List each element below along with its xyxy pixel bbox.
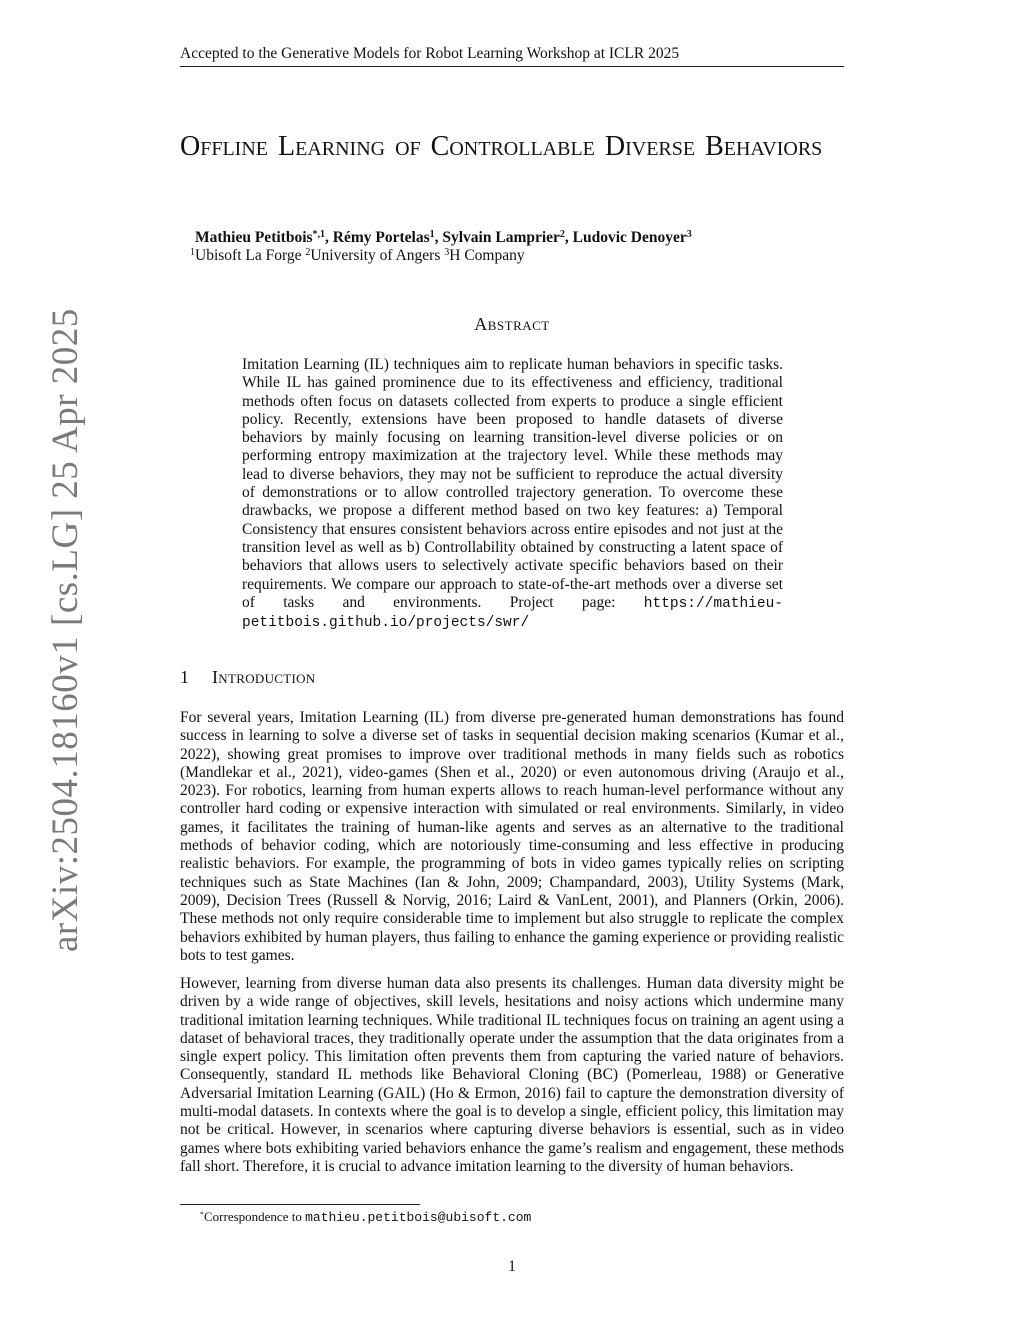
section-title: Introduction (212, 667, 316, 687)
abstract-text: Imitation Learning (IL) techniques aim to replicate human behaviors in specific tasks. While IL has gained prominence due to its effectiveness and efficiency, traditional methods often focus on datasets collected from experts to produce a single efficient policy. Recently, extensions have been proposed to handle datasets of diverse behaviors by mainly focusing on learning transition-level diverse policies or on performing entropy maximization at the trajectory level. While these methods may lead to diverse behaviors, they may not be sufficient to reproduce the actual diversity of demonstrations or to allow controlled trajectory generation. To overcome these drawbacks, we propose a different method based on two key features: a) Temporal Consistency that ensures consistent behaviors across entire episodes and not just at the transition level as well as b) Controllability obtained by constructing a latent space of behaviors that allows users to selectively activate specific behaviors based on their requirements. We compare our approach to state-of-the-art methods over a diverse set of tasks and environments. Project page: https://mathieu-petitbois.github.io/projects/swr/ (242, 356, 783, 632)
footnote: *Correspondence to mathieu.petitbois@ubisoft.com (200, 1209, 532, 1225)
affiliation: $^3$H Company (444, 247, 525, 264)
correspondence-email[interactable]: mathieu.petitbois@ubisoft.com (305, 1210, 532, 1225)
section-heading-introduction (180, 667, 844, 688)
paper-title: Offline Learning of Controllable Diverse Behaviors (180, 131, 823, 162)
project-page-link[interactable]: https://mathieu-petitbois.github.io/projects/swr/ (242, 595, 783, 632)
page-number: 1 (508, 1258, 516, 1275)
affiliation: $^2$University of Angers (305, 247, 441, 264)
author-list (195, 228, 835, 248)
affiliation: $^1$Ubisoft La Forge (190, 247, 302, 264)
author: Rémy Portelas$^1$, (332, 229, 443, 246)
author: Ludovic Denoyer$^3$ (572, 229, 692, 246)
affiliation-list (190, 246, 830, 266)
abstract-heading: Abstract (474, 314, 550, 334)
running-header: Accepted to the Generative Models for Robot Learning Workshop at ICLR 2025 (180, 44, 844, 67)
footnote-divider (180, 1204, 420, 1205)
author: Sylvain Lamprier$^2$, (442, 229, 573, 246)
author: Mathieu Petitbois$^{*,1}$, (195, 229, 333, 246)
arxiv-identifier-stamp[interactable]: arXiv:2504.18160v1 [cs.LG] 25 Apr 2025 (45, 308, 86, 952)
section-number: 1 (180, 667, 190, 687)
intro-paragraph: For several years, Imitation Learning (IL) from diverse pre-generated human demonstrations has found success in learning to solve a diverse set of tasks in sequential decision making scenarios (Kumar et al., 2022), showing great promises to improve over traditional methods in many fields such as robotics (Mandlekar et al., 2021), video-games (Shen et al., 2020) or even autonomous driving (Araujo et al., 2023). For robotics, learning from human experts allows to reach human-level performance without any controller hard coding or expensive interaction with simulated or real environments. Similarly, in video games, it facilitates the training of human-like agents and serves as an alternative to the traditional methods of behavior coding, which are notoriously time-consuming and less effective in producing realistic behaviors. For example, the programming of bots in video games typically relies on scripting techniques such as State Machines (Ian & John, 2009; Champandard, 2003), Utility Systems (Mark, 2009), Decision Trees (Russell & Norvig, 2016; Laird & VanLent, 2001), and Planners (Orkin, 2006). These methods not only require considerable time to implement but also struggle to replicate the complex behaviors exhibited by human players, thus failing to enhance the gaming experience or providing realistic bots to test games. (180, 709, 844, 964)
intro-paragraph: However, learning from diverse human data also presents its challenges. Human data diversity might be driven by a wide range of objectives, skill levels, hesitations and noisy actions which undermine many traditional imitation learning techniques. While traditional IL techniques focus on training an agent using a dataset of behavioral traces, they traditionally operate under the assumption that the data originates from a single expert policy. This limitation often prevents them from capturing the varied nature of behaviors. Consequently, standard IL methods like Behavioral Cloning (BC) (Pomerleau, 1988) or Generative Adversarial Imitation Learning (GAIL) (Ho & Ermon, 2016) fail to capture the demonstration diversity of multi-modal datasets. In contexts where the goal is to develop a single, efficient policy, this limitation may not be critical. However, in scenarios where capturing diverse behaviors is essential, such as in video games where bots exhibiting varied behaviors enhance the game’s realism and engagement, these methods fall short. Therefore, it is crucial to advance imitation learning to the diversity of human behaviors. (180, 975, 844, 1175)
